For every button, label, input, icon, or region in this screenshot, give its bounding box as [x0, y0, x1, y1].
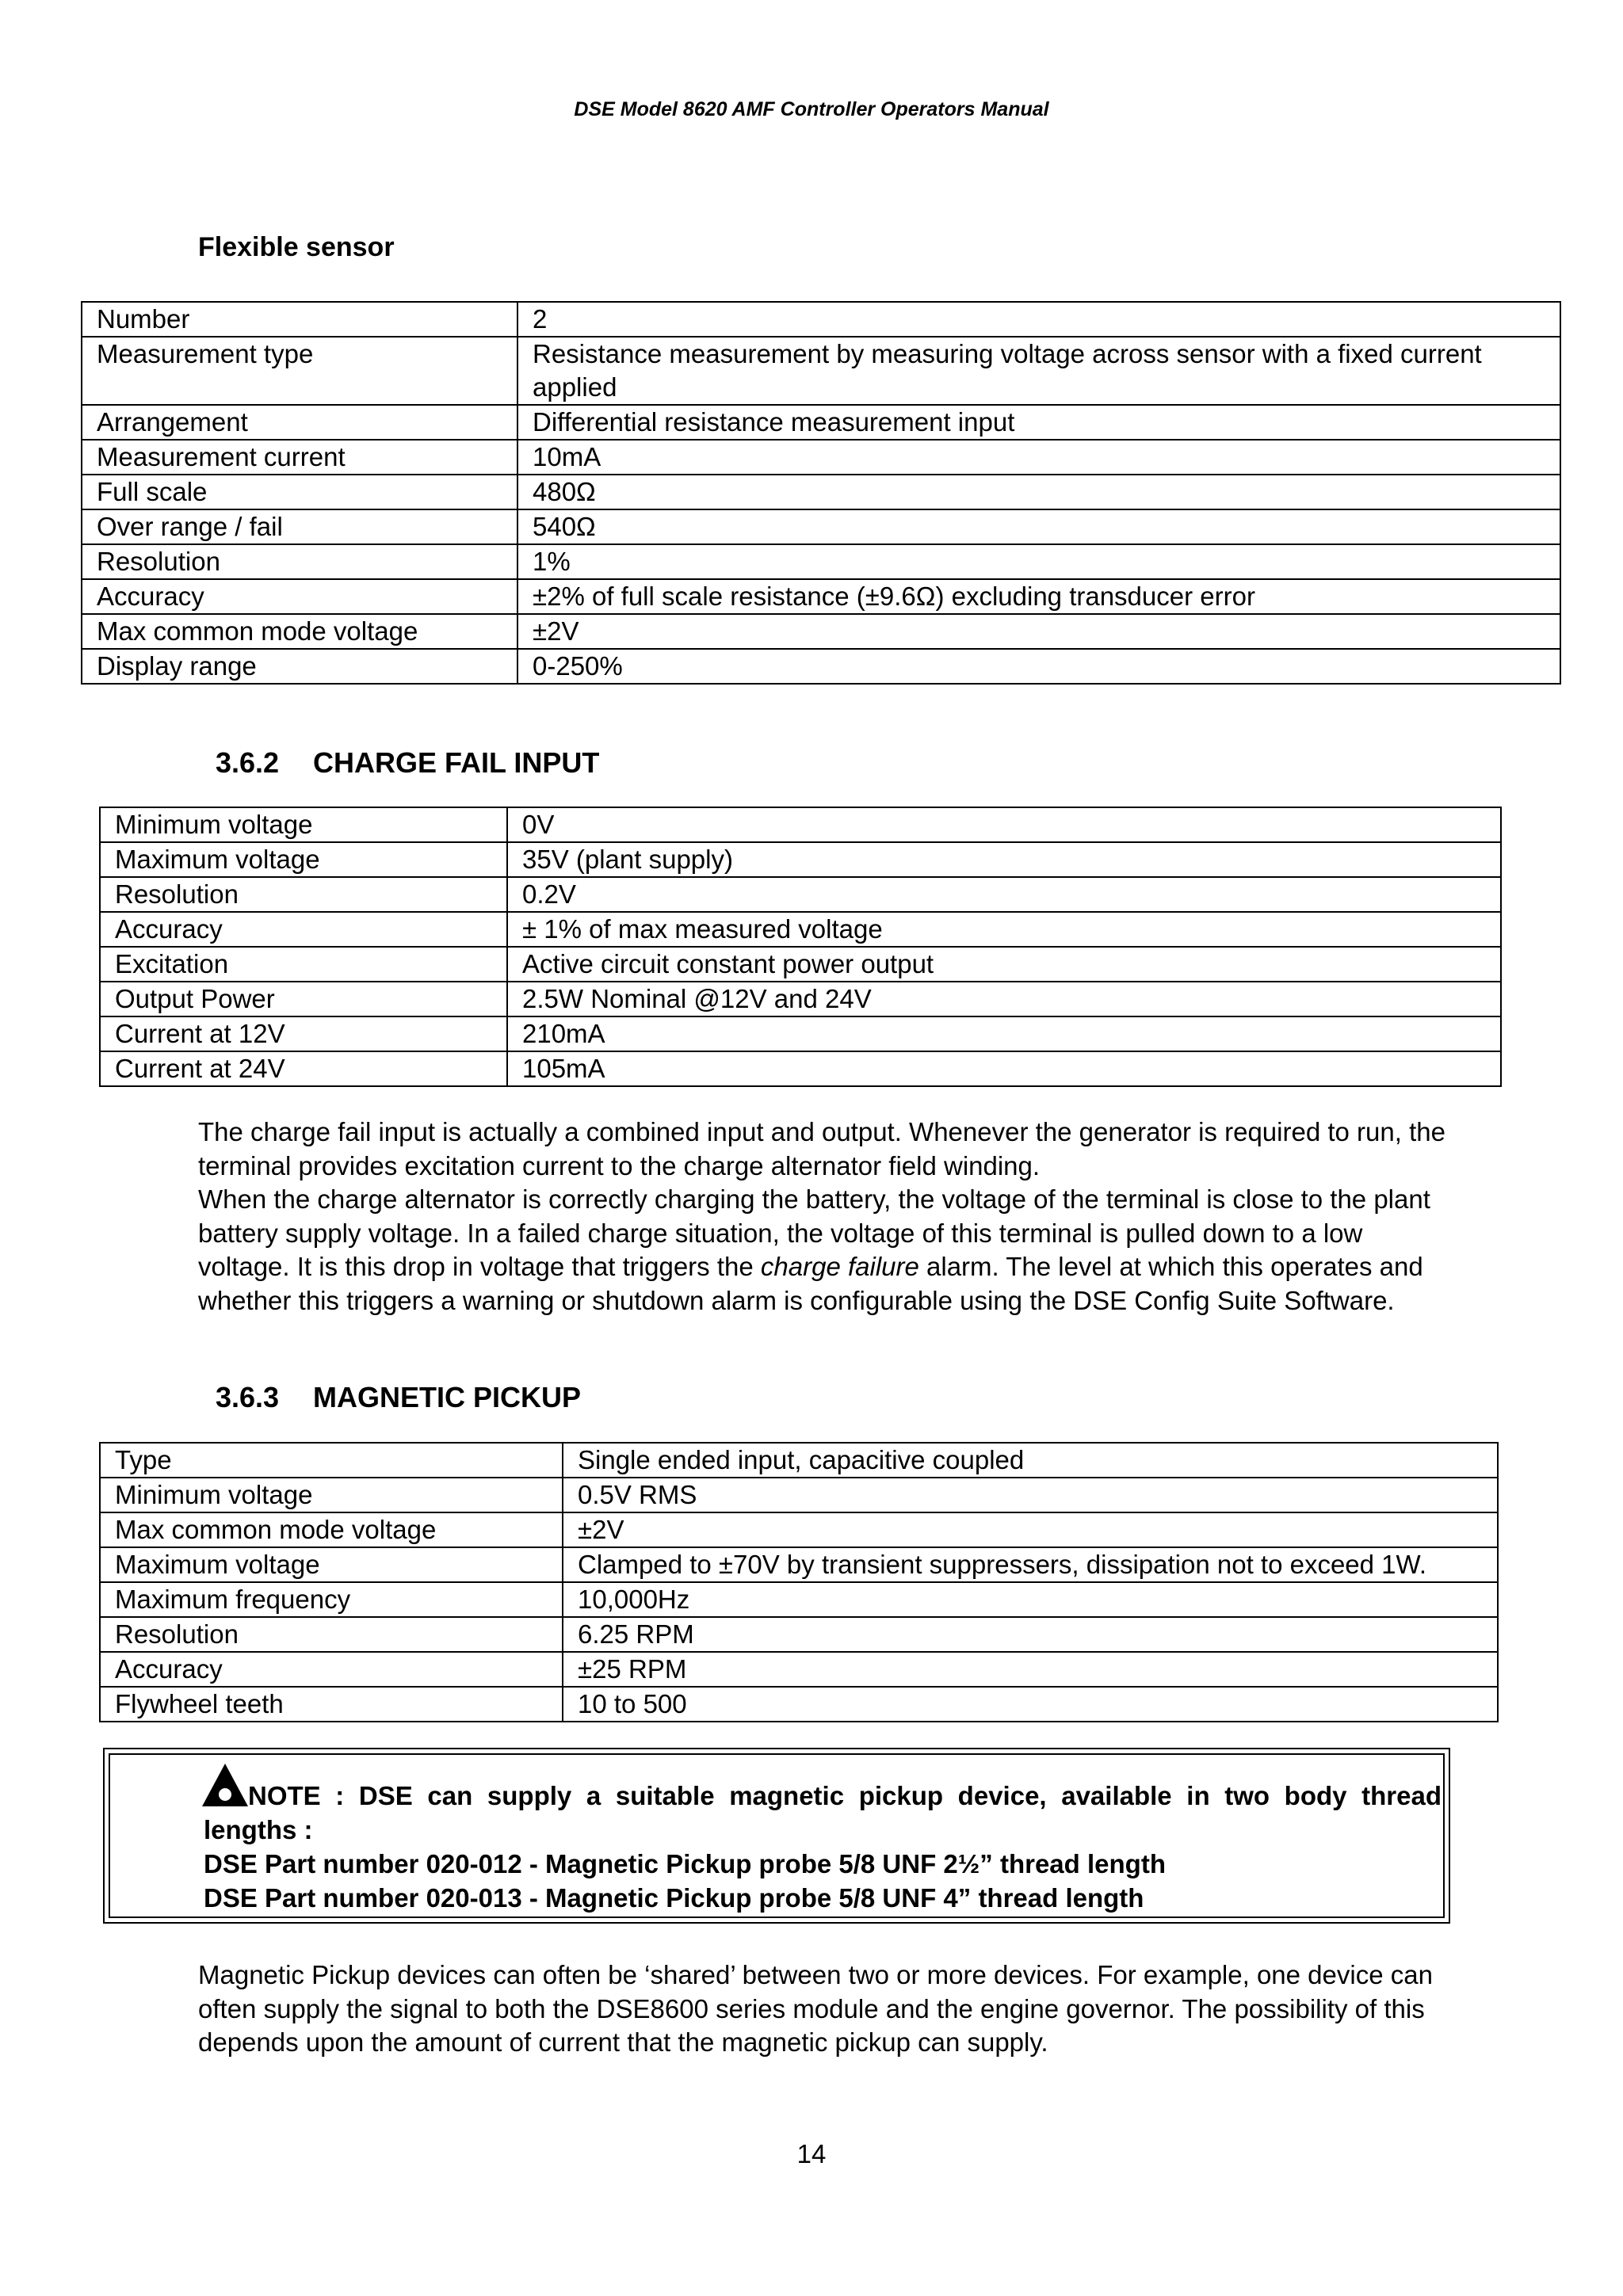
table-row [82, 475, 1560, 509]
table-cell: Active circuit constant power output [507, 947, 1501, 982]
table-cell: Differential resistance measurement input [517, 405, 1560, 440]
table-cell: 1% [517, 544, 1560, 579]
table-cell: 2.5W Nominal @12V and 24V [507, 982, 1501, 1016]
table-row [100, 1617, 1498, 1652]
table-row [100, 1547, 1498, 1582]
note-box [103, 1748, 1450, 1924]
table-row [100, 1016, 1501, 1051]
section-title: MAGNETIC PICKUP [313, 1381, 582, 1413]
magnetic-pickup-table [99, 1442, 1499, 1722]
table-cell: Clamped to ±70V by transient suppressers, dissipation not to exceed 1W. [563, 1547, 1498, 1582]
table-cell: Accuracy [100, 912, 507, 947]
table-cell: Over range / fail [82, 509, 517, 544]
charge-fail-table [99, 807, 1502, 1087]
running-header: DSE Model 8620 AMF Controller Operators Manual [574, 98, 1049, 120]
table-cell: ±2% of full scale resistance (±9.6Ω) excluding transducer error [517, 579, 1560, 614]
table-cell: Maximum frequency [100, 1582, 563, 1617]
table-cell: 10 to 500 [563, 1687, 1498, 1722]
table-cell: ±2V [563, 1512, 1498, 1547]
table-cell: 6.25 RPM [563, 1617, 1498, 1652]
page-number: 14 [796, 2139, 827, 2168]
table-cell: Maximum voltage [100, 1547, 563, 1582]
table-cell: 105mA [507, 1051, 1501, 1086]
flexible-sensor-table [81, 301, 1561, 685]
table-row [100, 1443, 1498, 1478]
table-row [100, 1582, 1498, 1617]
table-cell: Resistance measurement by measuring voltage across sensor with a fixed current applied [517, 337, 1560, 405]
table-cell: 540Ω [517, 509, 1560, 544]
table-row [100, 1478, 1498, 1512]
table-cell: Current at 12V [100, 1016, 507, 1051]
table-cell: Single ended input, capacitive coupled [563, 1443, 1498, 1478]
table-cell: Max common mode voltage [100, 1512, 563, 1547]
table-cell: Full scale [82, 475, 517, 509]
table-row [82, 509, 1560, 544]
table-cell: Max common mode voltage [82, 614, 517, 649]
table-row [82, 649, 1560, 684]
section-number: 3.6.3 [216, 1381, 280, 1413]
note-line: lengths : [204, 1815, 313, 1844]
flexible-sensor-heading: Flexible sensor [198, 232, 395, 262]
table-cell: Measurement current [82, 440, 517, 475]
table-cell: 0.2V [507, 877, 1501, 912]
table-row [100, 842, 1501, 877]
table-row [100, 1512, 1498, 1547]
table-cell: 10,000Hz [563, 1582, 1498, 1617]
table-cell: Type [100, 1443, 563, 1478]
table-row [100, 1652, 1498, 1687]
table-row [82, 337, 1560, 405]
table-row [100, 1051, 1501, 1086]
table-cell: Output Power [100, 982, 507, 1016]
table-cell: 480Ω [517, 475, 1560, 509]
table-cell: 35V (plant supply) [507, 842, 1501, 877]
table-cell: 0.5V RMS [563, 1478, 1498, 1512]
paragraph-text: When the charge alternator is correctly charging the battery, the voltage of the terminal is close to the plant battery supply voltage. In a failed charge situation, the voltage of this terminal is pulled down to a low voltage. It is this drop in voltage that triggers the [198, 1184, 1430, 1281]
table-cell: Flywheel teeth [100, 1687, 563, 1722]
charge-fail-paragraph-1: The charge fail input is actually a combined input and output. Whenever the generator is required to run, the terminal provides excitation current to the charge alternator field winding. [198, 1117, 1445, 1180]
paragraph-text: alarm. The level at which this operates and whether this triggers a warning or shutdown alarm is configurable using the DSE Config Suite Software. [198, 1252, 1423, 1315]
table-row [82, 302, 1560, 337]
section-heading-magnetic-pickup [216, 1381, 581, 1414]
table-row [100, 807, 1501, 842]
table-cell: Resolution [100, 877, 507, 912]
note-box-inner [109, 1753, 1445, 1918]
table-cell: ± 1% of max measured voltage [507, 912, 1501, 947]
table-cell: Minimum voltage [100, 1478, 563, 1512]
table-cell: Current at 24V [100, 1051, 507, 1086]
table-cell: Display range [82, 649, 517, 684]
charge-failure-term: charge failure [760, 1252, 919, 1281]
magnetic-pickup-paragraph: Magnetic Pickup devices can often be ‘shared’ between two or more devices. For example, one device can often supply the signal to both the DSE8600 series module and the engine governor. The possibility of this depends upon the amount of current that the magnetic pickup can supply. [198, 1960, 1433, 2057]
table-cell: 210mA [507, 1016, 1501, 1051]
table-cell: 0-250% [517, 649, 1560, 684]
table-row [100, 912, 1501, 947]
table-row [82, 544, 1560, 579]
table-row [100, 947, 1501, 982]
table-row [82, 440, 1560, 475]
table-cell: ±2V [517, 614, 1560, 649]
table-cell: Excitation [100, 947, 507, 982]
note-line: NOTE : DSE can supply a suitable magnetic pickup device, available in two body thread [248, 1781, 1442, 1810]
table-row [100, 982, 1501, 1016]
table-cell: Resolution [100, 1617, 563, 1652]
table-cell: ±25 RPM [563, 1652, 1498, 1687]
table-cell: 2 [517, 302, 1560, 337]
table-row [100, 877, 1501, 912]
charge-fail-paragraph-2 [198, 1183, 1450, 1318]
table-cell: Accuracy [100, 1652, 563, 1687]
table-cell: Measurement type [82, 337, 517, 405]
section-title: CHARGE FAIL INPUT [313, 746, 600, 779]
note-part-line: DSE Part number 020-012 - Magnetic Pickup probe 5/8 UNF 2½” thread length [204, 1849, 1166, 1878]
section-number: 3.6.2 [216, 746, 280, 779]
table-cell: 10mA [517, 440, 1560, 475]
table-cell: 0V [507, 807, 1501, 842]
table-cell: Maximum voltage [100, 842, 507, 877]
note-part-line: DSE Part number 020-013 - Magnetic Pickup probe 5/8 UNF 4” thread length [204, 1883, 1144, 1913]
table-row [100, 1687, 1498, 1722]
table-cell: Number [82, 302, 517, 337]
table-cell: Accuracy [82, 579, 517, 614]
note-text [204, 1779, 1442, 1915]
section-heading-charge-fail [216, 746, 599, 780]
table-row [82, 579, 1560, 614]
table-row [82, 614, 1560, 649]
table-cell: Resolution [82, 544, 517, 579]
table-cell: Minimum voltage [100, 807, 507, 842]
table-cell: Arrangement [82, 405, 517, 440]
table-row [82, 405, 1560, 440]
